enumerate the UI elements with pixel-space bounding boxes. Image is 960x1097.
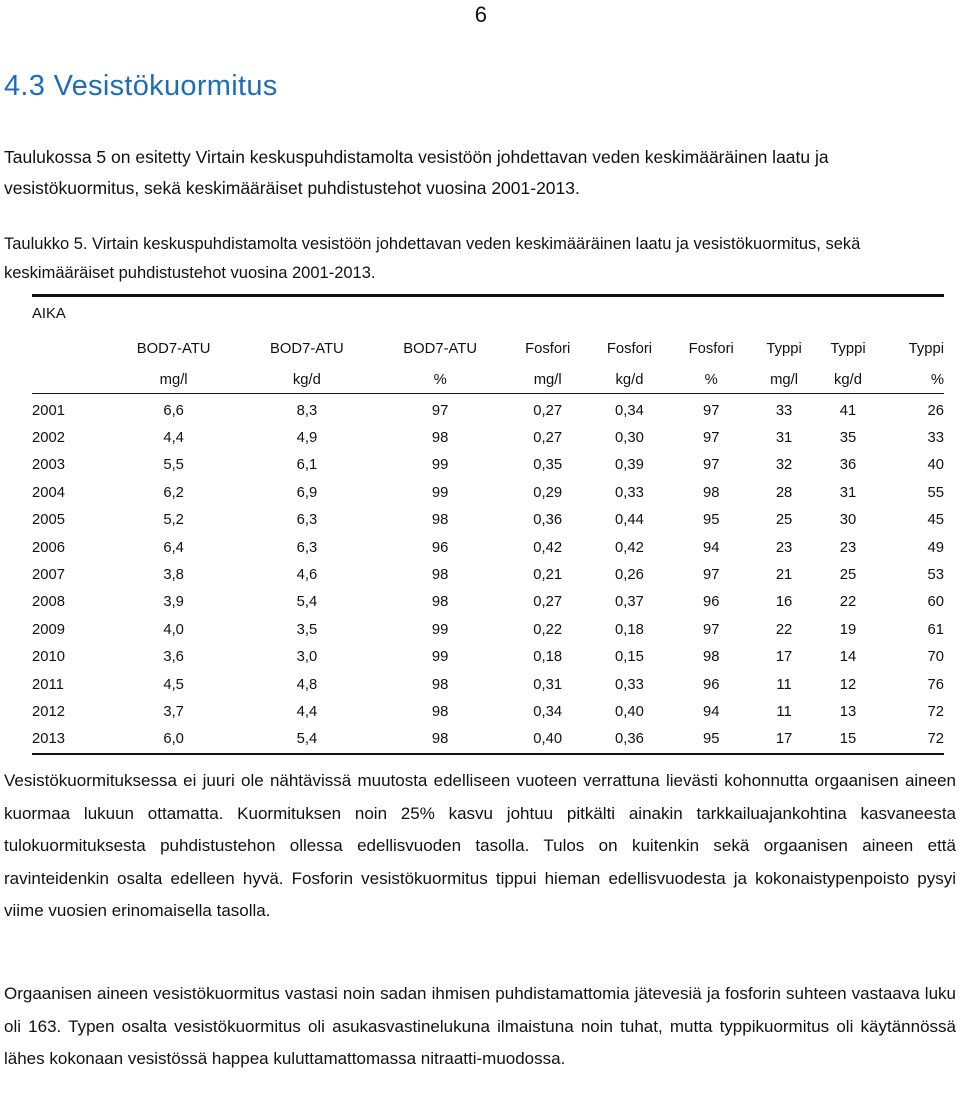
loading-table bbox=[32, 294, 944, 755]
table-cell-value: 97 bbox=[702, 621, 720, 638]
column-header-parameter: Fosfori bbox=[606, 341, 653, 357]
table-cell-value: 30 bbox=[839, 512, 857, 529]
table-cell-value: 0,35 bbox=[533, 457, 563, 474]
column-header-parameter: BOD7-ATU bbox=[270, 341, 344, 357]
table-cell-value: 0,36 bbox=[533, 512, 563, 529]
table-row bbox=[32, 479, 944, 506]
table-row bbox=[32, 726, 944, 754]
table-cell-value: 3,0 bbox=[296, 649, 318, 666]
table-header-time-row bbox=[32, 296, 944, 332]
table-cell-value: 95 bbox=[702, 512, 720, 529]
table-row bbox=[32, 671, 944, 698]
table-cell-value: 0,37 bbox=[615, 594, 644, 611]
table-cell-value: 0,40 bbox=[615, 703, 644, 720]
table-cell-value: 28 bbox=[775, 484, 793, 501]
table-cell-year: 2012 bbox=[32, 703, 65, 720]
table-cell-value: 0,40 bbox=[533, 731, 563, 748]
table-row bbox=[32, 394, 944, 425]
table-cell-value: 98 bbox=[431, 567, 449, 584]
table-cell-value: 32 bbox=[775, 457, 793, 474]
table-cell-value: 0,26 bbox=[615, 567, 644, 584]
table-cell-value: 98 bbox=[431, 676, 449, 693]
table-body bbox=[32, 394, 944, 755]
column-header-unit: kg/d bbox=[589, 367, 671, 394]
column-header-unit: mg/l bbox=[507, 367, 589, 394]
table-cell-year: 2011 bbox=[32, 676, 64, 693]
column-header-parameter: Typpi bbox=[766, 341, 802, 357]
table-caption: Taulukko 5. Virtain keskuspuhdistamolta vesistöön johdettavan veden keskimääräinen laatu ja vesistökuormitus, sekä keskimääräiset puhdistustehot vuosina 2001-2013. bbox=[4, 235, 861, 282]
table-cell-value: 13 bbox=[839, 703, 857, 720]
table-cell-value: 45 bbox=[927, 512, 944, 529]
table-cell-value: 98 bbox=[431, 512, 449, 529]
table-cell-value: 6,3 bbox=[296, 512, 318, 529]
table-row bbox=[32, 616, 944, 643]
table-cell-value: 26 bbox=[927, 402, 944, 419]
table-cell-value: 98 bbox=[431, 731, 449, 748]
intro-paragraph: Taulukossa 5 on esitetty Virtain keskuspuhdistamolta vesistöön johdettavan veden keskimääräinen laatu ja vesistökuormitus, sekä keskimääräiset puhdistustehot vuosina 2001-2013. bbox=[4, 147, 829, 198]
table-cell-value: 98 bbox=[431, 594, 449, 611]
table-row bbox=[32, 644, 944, 671]
table-cell-value: 19 bbox=[839, 621, 857, 638]
table-cell-value: 97 bbox=[702, 402, 720, 419]
table-cell-value: 17 bbox=[775, 731, 793, 748]
column-header-parameter: BOD7-ATU bbox=[136, 341, 211, 357]
column-header-time: AIKA bbox=[32, 306, 66, 322]
table-cell-value: 97 bbox=[702, 430, 720, 447]
table-cell-value: 72 bbox=[927, 703, 944, 720]
table-cell-value: 99 bbox=[431, 649, 449, 666]
table-cell-value: 61 bbox=[927, 621, 944, 638]
table-cell-value: 0,29 bbox=[533, 484, 563, 501]
table-cell-value: 6,2 bbox=[163, 484, 184, 501]
table-cell-value: 14 bbox=[839, 649, 857, 666]
table-cell-value: 23 bbox=[839, 539, 857, 556]
table-cell-value: 96 bbox=[431, 539, 449, 556]
table-cell-value: 0,22 bbox=[533, 621, 563, 638]
table-cell-value: 97 bbox=[702, 567, 720, 584]
table-cell-value: 4,5 bbox=[163, 676, 184, 693]
table-cell-value: 6,9 bbox=[296, 484, 318, 501]
table-cell-value: 22 bbox=[775, 621, 793, 638]
table-cell-value: 5,4 bbox=[296, 594, 318, 611]
table-cell-value: 0,33 bbox=[615, 676, 644, 693]
table-cell-year: 2004 bbox=[32, 484, 65, 501]
table-cell-value: 11 bbox=[776, 676, 792, 693]
table-cell-value: 0,39 bbox=[615, 457, 644, 474]
column-header-unit: kg/d bbox=[240, 367, 373, 394]
table-cell-value: 6,1 bbox=[296, 457, 318, 474]
table-cell-value: 70 bbox=[927, 649, 944, 666]
table-cell-year: 2005 bbox=[32, 512, 65, 529]
table-cell-value: 3,7 bbox=[163, 703, 184, 720]
table-row bbox=[32, 424, 944, 451]
table-cell-value: 17 bbox=[775, 649, 793, 666]
column-header-unit: % bbox=[374, 367, 507, 394]
table-cell-value: 31 bbox=[839, 484, 857, 501]
table-cell-value: 0,18 bbox=[615, 621, 644, 638]
table-cell-value: 5,2 bbox=[163, 512, 184, 529]
table-cell-value: 36 bbox=[839, 457, 857, 474]
table-cell-year: 2001 bbox=[32, 402, 65, 419]
column-header-parameter: Fosfori bbox=[525, 341, 571, 357]
table-cell-value: 4,8 bbox=[296, 676, 318, 693]
column-header-parameter: Typpi bbox=[830, 341, 866, 357]
table-cell-value: 3,6 bbox=[163, 649, 184, 666]
table-row bbox=[32, 507, 944, 534]
table-cell-value: 98 bbox=[431, 703, 449, 720]
column-header-parameter: Typpi bbox=[908, 341, 944, 357]
body-paragraph-2: Orgaanisen aineen vesistökuormitus vastasi noin sadan ihmisen puhdistamattomia jätevesiä ja fosforin suhteen vastaava luku oli 163. Typen osalta vesistökuormitus oli asukasvastinelukuna ilmaistuna noin tuhat, mutta typpikuormitus oli käytännössä lähes kokonaan vesistössä happea kuluttamattomassa nitraatti-muodossa. bbox=[4, 984, 956, 1068]
table-cell-value: 15 bbox=[839, 731, 857, 748]
table-cell-value: 0,42 bbox=[615, 539, 644, 556]
table-cell-value: 40 bbox=[927, 457, 944, 474]
table-cell-value: 4,9 bbox=[296, 430, 318, 447]
table-cell-value: 6,3 bbox=[296, 539, 318, 556]
table-cell-year: 2002 bbox=[32, 430, 65, 447]
table-cell-year: 2007 bbox=[32, 567, 65, 584]
table-cell-value: 94 bbox=[702, 539, 720, 556]
table-cell-value: 41 bbox=[839, 402, 857, 419]
table-cell-value: 33 bbox=[927, 430, 944, 447]
table-cell-value: 97 bbox=[431, 402, 449, 419]
table-cell-value: 99 bbox=[431, 621, 449, 638]
loading-table-container bbox=[32, 294, 944, 755]
table-cell-value: 6,0 bbox=[163, 731, 184, 748]
table-cell-value: 3,8 bbox=[163, 567, 184, 584]
table-cell-value: 0,34 bbox=[615, 402, 644, 419]
table-cell-value: 96 bbox=[702, 594, 720, 611]
table-row bbox=[32, 452, 944, 479]
table-cell-value: 16 bbox=[775, 594, 793, 611]
table-cell-value: 76 bbox=[927, 676, 944, 693]
table-cell-value: 35 bbox=[839, 430, 857, 447]
table-cell-value: 98 bbox=[702, 484, 720, 501]
table-cell-value: 0,27 bbox=[533, 430, 563, 447]
table-cell-value: 0,31 bbox=[533, 676, 563, 693]
table-row bbox=[32, 589, 944, 616]
table-cell-value: 0,34 bbox=[533, 703, 563, 720]
table-cell-value: 60 bbox=[927, 594, 944, 611]
table-cell-value: 99 bbox=[431, 457, 449, 474]
table-cell-year: 2010 bbox=[32, 649, 65, 666]
table-cell-value: 0,33 bbox=[615, 484, 644, 501]
table-cell-value: 53 bbox=[927, 567, 944, 584]
table-cell-year: 2008 bbox=[32, 594, 65, 611]
table-cell-value: 0,42 bbox=[533, 539, 563, 556]
page-number: 6 bbox=[474, 2, 487, 27]
table-cell-value: 0,27 bbox=[533, 402, 563, 419]
table-cell-value: 5,4 bbox=[296, 731, 318, 748]
table-cell-value: 3,9 bbox=[163, 594, 184, 611]
table-cell-value: 21 bbox=[775, 567, 793, 584]
table-cell-value: 4,4 bbox=[296, 703, 318, 720]
table-cell-value: 5,5 bbox=[163, 457, 184, 474]
table-cell-year: 2006 bbox=[32, 539, 65, 556]
table-unit-row bbox=[32, 367, 944, 394]
table-cell-value: 0,36 bbox=[615, 731, 644, 748]
table-cell-value: 94 bbox=[702, 703, 720, 720]
table-cell-value: 4,6 bbox=[296, 567, 318, 584]
section-heading: 4.3 Vesistökuormitus bbox=[4, 70, 278, 102]
table-cell-value: 6,4 bbox=[163, 539, 184, 556]
column-header-unit: % bbox=[670, 367, 752, 394]
table-cell-value: 12 bbox=[839, 676, 857, 693]
table-cell-year: 2009 bbox=[32, 621, 65, 638]
table-cell-value: 33 bbox=[775, 402, 793, 419]
table-cell-value: 0,27 bbox=[533, 594, 563, 611]
table-cell-value: 97 bbox=[702, 457, 720, 474]
table-cell-value: 23 bbox=[775, 539, 793, 556]
table-cell-value: 99 bbox=[431, 484, 449, 501]
table-cell-value: 31 bbox=[775, 430, 793, 447]
table-cell-value: 6,6 bbox=[163, 402, 184, 419]
table-cell-value: 22 bbox=[839, 594, 857, 611]
table-cell-value: 3,5 bbox=[296, 621, 318, 638]
table-cell-value: 72 bbox=[927, 731, 944, 748]
table-cell-value: 0,21 bbox=[533, 567, 563, 584]
table-cell-value: 25 bbox=[775, 512, 793, 529]
table-cell-year: 2013 bbox=[32, 731, 65, 748]
table-cell-value: 98 bbox=[431, 430, 449, 447]
table-cell-value: 0,30 bbox=[615, 430, 644, 447]
column-header-unit: mg/l bbox=[107, 367, 240, 394]
table-row bbox=[32, 698, 944, 725]
table-cell-value: 0,18 bbox=[533, 649, 563, 666]
table-cell-value: 98 bbox=[702, 649, 720, 666]
table-cell-value: 0,15 bbox=[615, 649, 644, 666]
column-header-unit: % bbox=[880, 367, 944, 394]
table-cell-value: 8,3 bbox=[296, 402, 318, 419]
table-cell-value: 95 bbox=[702, 731, 720, 748]
table-cell-value: 55 bbox=[927, 484, 944, 501]
column-header-parameter: BOD7-ATU bbox=[403, 341, 478, 357]
table-cell-value: 0,44 bbox=[615, 512, 644, 529]
column-header-unit: kg/d bbox=[816, 367, 880, 394]
body-paragraph-1: Vesistökuormituksessa ei juuri ole nähtävissä muutosta edelliseen vuoteen verrattuna lievästi kohonnutta orgaanisen aineen kuormaa lukuun ottamatta. Kuormituksen noin 25% kasvu johtuu pitkälti ainakin tarkkailuajankohtina kasvaneesta tulokuormituksesta puhdistustehon ollessa edellisvuoden tasolla. Tulos on kuitenkin sekä orgaanisen aineen että ravinteidenkin osalta edelleen hyvä. Fosforin vesistökuormitus tippui hieman edellisvuodesta ja kokonaistypenpoisto pysyi viime vuosien erinomaisella tasolla. bbox=[4, 771, 956, 920]
column-header-parameter: Fosfori bbox=[688, 341, 734, 357]
table-parameter-row bbox=[32, 331, 944, 367]
column-header-unit: mg/l bbox=[752, 367, 816, 394]
table-cell-value: 96 bbox=[702, 676, 720, 693]
table-cell-value: 11 bbox=[776, 703, 792, 720]
table-cell-year: 2003 bbox=[32, 457, 65, 474]
table-cell-value: 49 bbox=[927, 539, 944, 556]
table-cell-value: 4,0 bbox=[163, 621, 184, 638]
table-cell-value: 25 bbox=[839, 567, 857, 584]
table-row bbox=[32, 534, 944, 561]
table-cell-value: 4,4 bbox=[163, 430, 184, 447]
table-row bbox=[32, 561, 944, 588]
